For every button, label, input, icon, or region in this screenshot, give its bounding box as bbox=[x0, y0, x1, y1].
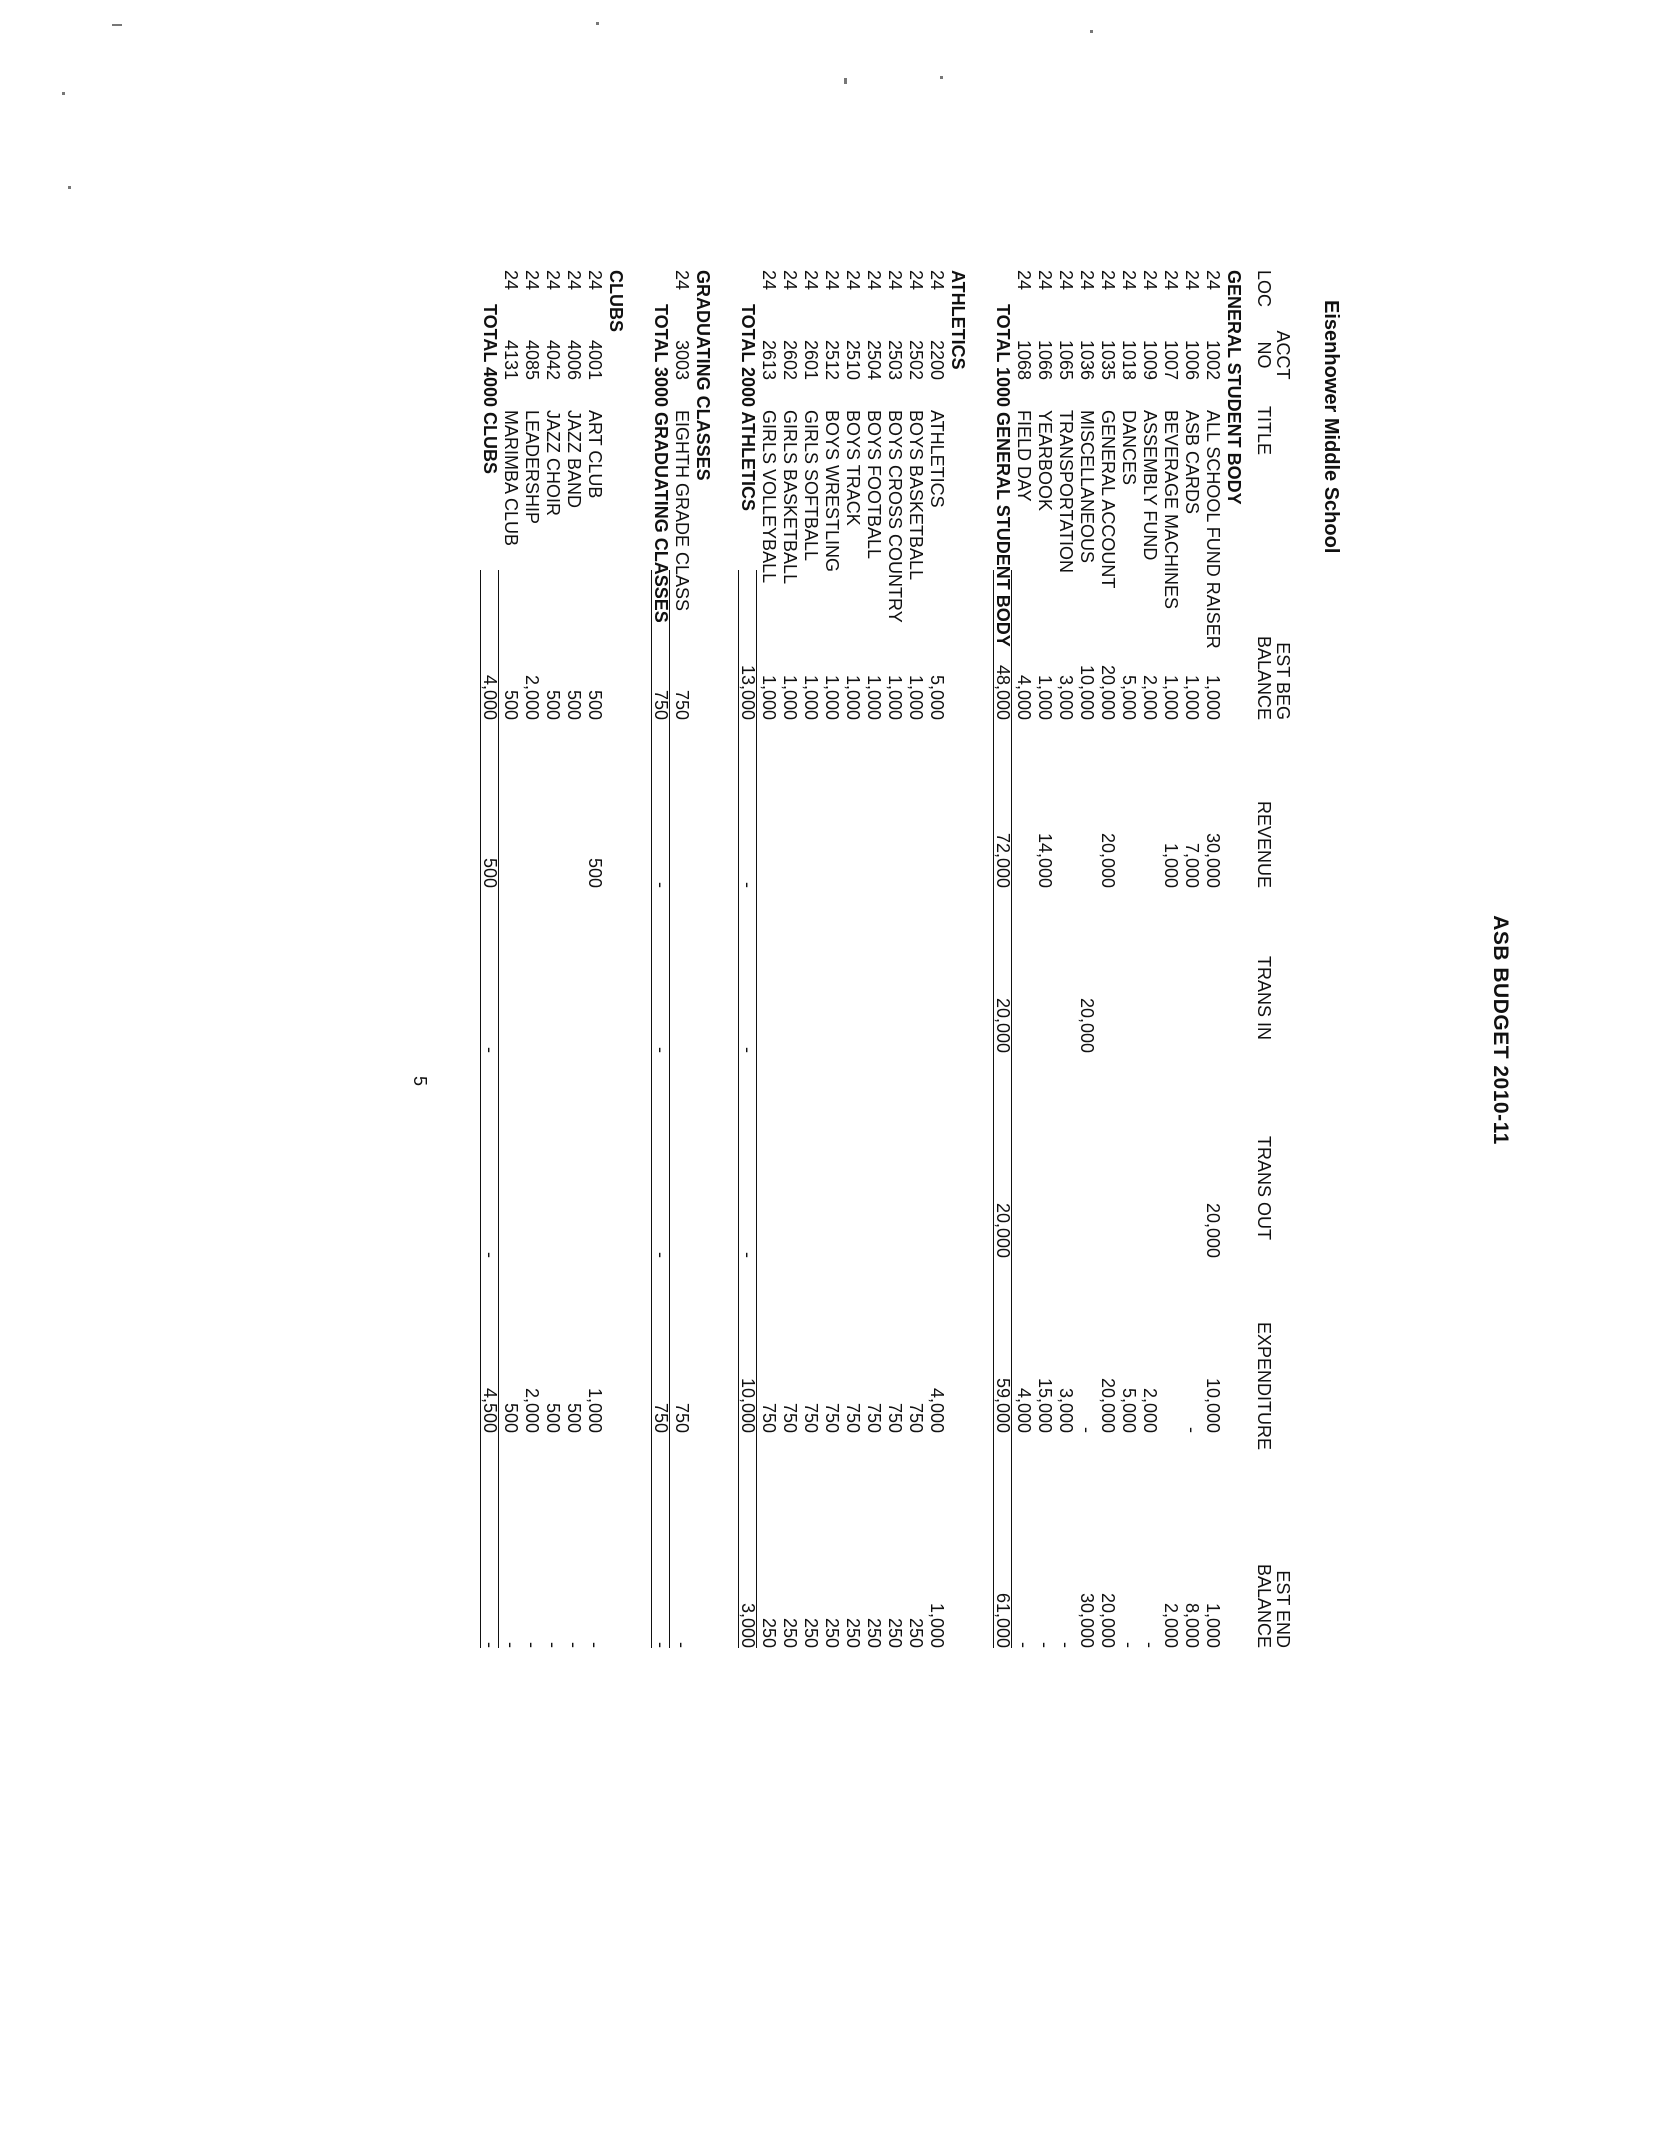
cell-end: 250 bbox=[759, 1617, 779, 1648]
cell-beg: 1,000 bbox=[801, 674, 821, 720]
total-tin: - bbox=[738, 888, 757, 1053]
col-header-revenue-label: REVENUE bbox=[1254, 800, 1274, 888]
col-header-end-line2: BALANCE bbox=[1254, 1563, 1274, 1648]
cell-end: 2,000 bbox=[1161, 1602, 1181, 1648]
cell-rev: 14,000 bbox=[1035, 832, 1055, 888]
table-row bbox=[584, 250, 605, 1810]
cell-exp: 10,000 bbox=[1203, 1377, 1223, 1433]
cell-exp: 4,000 bbox=[1014, 1387, 1034, 1433]
cell-end: - bbox=[522, 1642, 542, 1648]
cell-loc: 24 bbox=[501, 270, 521, 291]
cell-beg: 1,000 bbox=[759, 674, 779, 720]
cell-exp: 750 bbox=[885, 1402, 905, 1433]
cell-beg: 1,000 bbox=[1035, 674, 1055, 720]
cell-end: 8,000 bbox=[1182, 1602, 1202, 1648]
cell-exp: 2,000 bbox=[522, 1387, 542, 1433]
total-rev: 500 bbox=[480, 720, 499, 888]
cell-title: YEARBOOK bbox=[1035, 410, 1055, 512]
cell-acct-no: 4006 bbox=[564, 339, 584, 380]
cell-beg: 500 bbox=[543, 689, 563, 720]
cell-tout: 20,000 bbox=[1203, 1202, 1223, 1258]
section-header bbox=[1223, 250, 1244, 1810]
table-row bbox=[926, 250, 947, 1810]
cell-title: LEADERSHIP bbox=[522, 410, 542, 525]
total-tout: - bbox=[738, 1053, 757, 1258]
cell-beg: 750 bbox=[672, 689, 692, 720]
total-row bbox=[992, 250, 1013, 1810]
cell-loc: 24 bbox=[1182, 270, 1202, 291]
table-row bbox=[1013, 250, 1034, 1810]
cell-beg: 1,000 bbox=[1182, 674, 1202, 720]
cell-end: 250 bbox=[801, 1617, 821, 1648]
section-spacer bbox=[626, 250, 650, 1810]
cell-loc: 24 bbox=[672, 270, 692, 291]
budget-sheet bbox=[270, 250, 1520, 1810]
section-header bbox=[947, 250, 968, 1810]
cell-beg: 5,000 bbox=[927, 674, 947, 720]
total-tout: 20,000 bbox=[993, 1053, 1012, 1258]
total-rev: - bbox=[738, 720, 757, 888]
cell-exp: 750 bbox=[672, 1402, 692, 1433]
col-header-expenditure bbox=[1254, 1300, 1273, 1450]
cell-title: GIRLS VOLLEYBALL bbox=[759, 410, 779, 584]
cell-acct-no: 1065 bbox=[1056, 339, 1076, 380]
cell-acct-no: 2200 bbox=[927, 339, 947, 380]
table-row bbox=[800, 250, 821, 1810]
document-title: ASB BUDGET 2010-11 bbox=[1489, 915, 1512, 1145]
total-tout: - bbox=[651, 1053, 670, 1258]
total-rev: 72,000 bbox=[993, 720, 1012, 888]
cell-loc: 24 bbox=[822, 270, 842, 291]
col-header-trans-out bbox=[1254, 1090, 1273, 1240]
cell-beg: 2,000 bbox=[1140, 674, 1160, 720]
col-header-trans-in-label: TRANS IN bbox=[1254, 955, 1274, 1040]
scan-speck bbox=[844, 78, 847, 84]
cell-acct-no: 2613 bbox=[759, 339, 779, 380]
cell-title: JAZZ BAND bbox=[564, 410, 584, 509]
table-row bbox=[905, 250, 926, 1810]
cell-exp: 750 bbox=[780, 1402, 800, 1433]
total-exp: 59,000 bbox=[993, 1258, 1012, 1433]
col-header-beg-line1: EST BEG bbox=[1273, 642, 1293, 720]
cell-title: BOYS CROSS COUNTRY bbox=[885, 410, 905, 623]
total-end: 61,000 bbox=[993, 1433, 1012, 1648]
col-header-title bbox=[1254, 406, 1273, 455]
cell-title: ART CLUB bbox=[585, 410, 605, 499]
table-row bbox=[1139, 250, 1160, 1810]
cell-acct-no: 3003 bbox=[672, 339, 692, 380]
cell-exp: 500 bbox=[564, 1402, 584, 1433]
table-row bbox=[1055, 250, 1076, 1810]
cell-end: - bbox=[585, 1642, 605, 1648]
cell-acct-no: 2504 bbox=[864, 339, 884, 380]
cell-beg: 1,000 bbox=[885, 674, 905, 720]
col-header-revenue bbox=[1254, 738, 1273, 888]
total-exp: 4,500 bbox=[480, 1258, 499, 1433]
cell-title: DANCES bbox=[1119, 410, 1139, 486]
cell-beg: 1,000 bbox=[906, 674, 926, 720]
col-header-beg-line2: BALANCE bbox=[1254, 635, 1274, 720]
page-number: 5 bbox=[410, 1076, 430, 1087]
cell-title: ASB CARDS bbox=[1182, 410, 1202, 515]
cell-acct-no: 2503 bbox=[885, 339, 905, 380]
cell-title: BOYS BASKETBALL bbox=[906, 410, 926, 581]
col-header-acct-line1: ACCT bbox=[1273, 330, 1293, 380]
total-tin: - bbox=[480, 888, 499, 1053]
cell-rev: 1,000 bbox=[1161, 842, 1181, 888]
cell-exp: 1,000 bbox=[585, 1387, 605, 1433]
total-title: TOTAL 3000 GRADUATING CLASSES bbox=[651, 304, 671, 623]
cell-exp: 750 bbox=[906, 1402, 926, 1433]
cell-acct-no: 4085 bbox=[522, 339, 542, 380]
cell-beg: 1,000 bbox=[1161, 674, 1181, 720]
total-row bbox=[479, 250, 500, 1810]
cell-beg: 10,000 bbox=[1077, 664, 1097, 720]
section-title: CLUBS bbox=[606, 270, 626, 332]
cell-end: - bbox=[501, 1642, 521, 1648]
table-row bbox=[842, 250, 863, 1810]
cell-end: 20,000 bbox=[1098, 1592, 1118, 1648]
cell-end: - bbox=[1056, 1642, 1076, 1648]
cell-loc: 24 bbox=[759, 270, 779, 291]
cell-exp: - bbox=[1182, 1427, 1202, 1433]
scan-speck bbox=[596, 22, 599, 25]
cell-end: 250 bbox=[780, 1617, 800, 1648]
cell-beg: 500 bbox=[585, 689, 605, 720]
table-row bbox=[758, 250, 779, 1810]
cell-title: GIRLS SOFTBALL bbox=[801, 410, 821, 562]
cell-exp: 750 bbox=[864, 1402, 884, 1433]
col-header-acct bbox=[1254, 324, 1292, 386]
cell-loc: 24 bbox=[780, 270, 800, 291]
cell-title: GIRLS BASKETBALL bbox=[780, 410, 800, 585]
cell-loc: 24 bbox=[1077, 270, 1097, 291]
cell-loc: 24 bbox=[1056, 270, 1076, 291]
cell-beg: 5,000 bbox=[1119, 674, 1139, 720]
cell-title: BOYS TRACK bbox=[843, 410, 863, 526]
cell-end: 1,000 bbox=[927, 1602, 947, 1648]
cell-loc: 24 bbox=[1098, 270, 1118, 291]
cell-acct-no: 1068 bbox=[1014, 339, 1034, 380]
cell-loc: 24 bbox=[1014, 270, 1034, 291]
total-end: - bbox=[651, 1433, 670, 1648]
cell-end: - bbox=[672, 1642, 692, 1648]
cell-exp: 750 bbox=[822, 1402, 842, 1433]
cell-rev: 7,000 bbox=[1182, 842, 1202, 888]
cell-end: 250 bbox=[864, 1617, 884, 1648]
total-title: TOTAL 1000 GENERAL STUDENT BODY bbox=[993, 304, 1013, 647]
total-beg: 4,000 bbox=[480, 570, 499, 720]
cell-acct-no: 1009 bbox=[1140, 339, 1160, 380]
cell-beg: 4,000 bbox=[1014, 674, 1034, 720]
cell-beg: 500 bbox=[564, 689, 584, 720]
cell-exp: - bbox=[1077, 1427, 1097, 1433]
cell-acct-no: 1066 bbox=[1035, 339, 1055, 380]
scan-speck bbox=[940, 76, 943, 79]
cell-loc: 24 bbox=[801, 270, 821, 291]
total-tin: 20,000 bbox=[993, 888, 1012, 1053]
cell-loc: 24 bbox=[543, 270, 563, 291]
total-rev: - bbox=[651, 720, 670, 888]
col-header-loc bbox=[1254, 270, 1273, 307]
total-row bbox=[737, 250, 758, 1810]
section-header bbox=[605, 250, 626, 1810]
cell-exp: 750 bbox=[843, 1402, 863, 1433]
cell-acct-no: 1036 bbox=[1077, 339, 1097, 380]
table-row bbox=[1097, 250, 1118, 1810]
cell-acct-no: 1002 bbox=[1203, 339, 1223, 380]
cell-loc: 24 bbox=[1035, 270, 1055, 291]
table-row bbox=[1118, 250, 1139, 1810]
cell-loc: 24 bbox=[843, 270, 863, 291]
table-row bbox=[884, 250, 905, 1810]
cell-rev: 20,000 bbox=[1098, 832, 1118, 888]
cell-beg: 20,000 bbox=[1098, 664, 1118, 720]
cell-end: 30,000 bbox=[1077, 1592, 1097, 1648]
total-tout: - bbox=[480, 1053, 499, 1258]
total-title: TOTAL 2000 ATHLETICS bbox=[738, 304, 758, 512]
cell-exp: 20,000 bbox=[1098, 1377, 1118, 1433]
cell-exp: 500 bbox=[543, 1402, 563, 1433]
cell-end: 250 bbox=[885, 1617, 905, 1648]
total-end: - bbox=[480, 1433, 499, 1648]
cell-loc: 24 bbox=[885, 270, 905, 291]
scan-speck bbox=[68, 186, 71, 189]
cell-acct-no: 4042 bbox=[543, 339, 563, 380]
section-title: ATHLETICS bbox=[948, 270, 968, 370]
cell-beg: 500 bbox=[501, 689, 521, 720]
cell-acct-no: 1018 bbox=[1119, 339, 1139, 380]
cell-acct-no: 2502 bbox=[906, 339, 926, 380]
section-title: GENERAL STUDENT BODY bbox=[1224, 270, 1244, 505]
cell-end: - bbox=[543, 1642, 563, 1648]
col-header-acct-line2: NO bbox=[1254, 341, 1274, 369]
total-beg: 750 bbox=[651, 570, 670, 720]
cell-loc: 24 bbox=[864, 270, 884, 291]
cell-exp: 500 bbox=[501, 1402, 521, 1433]
cell-title: BOYS WRESTLING bbox=[822, 410, 842, 573]
scan-speck bbox=[62, 92, 65, 95]
scan-speck bbox=[1090, 30, 1093, 33]
cell-exp: 750 bbox=[759, 1402, 779, 1433]
total-exp: 10,000 bbox=[738, 1258, 757, 1433]
cell-loc: 24 bbox=[522, 270, 542, 291]
cell-tin: 20,000 bbox=[1077, 997, 1097, 1053]
table-row bbox=[500, 250, 521, 1810]
cell-beg: 1,000 bbox=[864, 674, 884, 720]
table-row bbox=[542, 250, 563, 1810]
cell-acct-no: 2601 bbox=[801, 339, 821, 380]
cell-end: - bbox=[1140, 1642, 1160, 1648]
section-spacer bbox=[713, 250, 737, 1810]
total-beg: 48,000 bbox=[993, 570, 1012, 720]
table-row bbox=[521, 250, 542, 1810]
cell-end: - bbox=[1035, 1642, 1055, 1648]
cell-title: MARIMBA CLUB bbox=[501, 410, 521, 547]
cell-title: JAZZ CHOIR bbox=[543, 410, 563, 516]
cell-beg: 3,000 bbox=[1056, 674, 1076, 720]
cell-acct-no: 1007 bbox=[1161, 339, 1181, 380]
cell-rev: 500 bbox=[585, 857, 605, 888]
cell-title: ALL SCHOOL FUND RAISER bbox=[1203, 410, 1223, 649]
cell-exp: 3,000 bbox=[1056, 1387, 1076, 1433]
cell-title: BEVERAGE MACHINES bbox=[1161, 410, 1181, 610]
cell-loc: 24 bbox=[1140, 270, 1160, 291]
cell-loc: 24 bbox=[1161, 270, 1181, 291]
cell-title: MISCELLANEOUS bbox=[1077, 410, 1097, 564]
section-header bbox=[692, 250, 713, 1810]
table-row bbox=[1034, 250, 1055, 1810]
cell-acct-no: 1006 bbox=[1182, 339, 1202, 380]
cell-beg: 1,000 bbox=[843, 674, 863, 720]
cell-loc: 24 bbox=[585, 270, 605, 291]
cell-title: TRANSPORTATION bbox=[1056, 410, 1076, 574]
cell-exp: 5,000 bbox=[1119, 1387, 1139, 1433]
cell-title: ASSEMBLY FUND bbox=[1140, 410, 1160, 561]
total-end: 3,000 bbox=[738, 1433, 757, 1648]
cell-acct-no: 4131 bbox=[501, 339, 521, 380]
total-title: TOTAL 4000 CLUBS bbox=[480, 304, 500, 475]
col-header-beg bbox=[1254, 570, 1292, 720]
cell-title: ATHLETICS bbox=[927, 410, 947, 508]
col-header-end-line1: EST END bbox=[1273, 1570, 1293, 1648]
cell-acct-no: 2510 bbox=[843, 339, 863, 380]
cell-rev: 30,000 bbox=[1203, 832, 1223, 888]
cell-acct-no: 4001 bbox=[585, 339, 605, 380]
cell-title: EIGHTH GRADE CLASS bbox=[672, 410, 692, 612]
table-row bbox=[563, 250, 584, 1810]
cell-beg: 1,000 bbox=[1203, 674, 1223, 720]
cell-end: 1,000 bbox=[1203, 1602, 1223, 1648]
cell-end: - bbox=[1119, 1642, 1139, 1648]
total-beg: 13,000 bbox=[738, 570, 757, 720]
col-header-expenditure-label: EXPENDITURE bbox=[1254, 1321, 1274, 1450]
table-row bbox=[1181, 250, 1202, 1810]
cell-title: BOYS FOOTBALL bbox=[864, 410, 884, 560]
cell-acct-no: 1035 bbox=[1098, 339, 1118, 380]
cell-title: GENERAL ACCOUNT bbox=[1098, 410, 1118, 589]
table-row bbox=[821, 250, 842, 1810]
cell-end: - bbox=[564, 1642, 584, 1648]
total-tin: - bbox=[651, 888, 670, 1053]
col-header-trans-in bbox=[1254, 890, 1273, 1040]
total-exp: 750 bbox=[651, 1258, 670, 1433]
col-header-end bbox=[1254, 1498, 1292, 1648]
table-row bbox=[671, 250, 692, 1810]
cell-exp: 15,000 bbox=[1035, 1377, 1055, 1433]
cell-acct-no: 2602 bbox=[780, 339, 800, 380]
col-header-trans-out-label: TRANS OUT bbox=[1254, 1135, 1274, 1240]
cell-exp: 2,000 bbox=[1140, 1387, 1160, 1433]
cell-beg: 2,000 bbox=[522, 674, 542, 720]
col-header-loc-label: LOC bbox=[1254, 270, 1274, 308]
table-row bbox=[1202, 250, 1223, 1810]
total-row bbox=[650, 250, 671, 1810]
cell-end: 250 bbox=[906, 1617, 926, 1648]
cell-end: 250 bbox=[822, 1617, 842, 1648]
cell-loc: 24 bbox=[906, 270, 926, 291]
section-title: GRADUATING CLASSES bbox=[693, 270, 713, 481]
cell-loc: 24 bbox=[564, 270, 584, 291]
cell-loc: 24 bbox=[1203, 270, 1223, 291]
cell-title: FIELD DAY bbox=[1014, 410, 1034, 502]
cell-loc: 24 bbox=[1119, 270, 1139, 291]
scan-speck bbox=[112, 24, 122, 26]
cell-acct-no: 2512 bbox=[822, 339, 842, 380]
cell-exp: 4,000 bbox=[927, 1387, 947, 1433]
table-row bbox=[779, 250, 800, 1810]
table-row bbox=[1160, 250, 1181, 1810]
school-name: Eisenhower Middle School bbox=[1320, 300, 1342, 554]
section-spacer bbox=[968, 250, 992, 1810]
col-header-title-label: TITLE bbox=[1254, 406, 1274, 456]
cell-beg: 1,000 bbox=[780, 674, 800, 720]
cell-exp: 750 bbox=[801, 1402, 821, 1433]
table-row bbox=[863, 250, 884, 1810]
cell-end: 250 bbox=[843, 1617, 863, 1648]
budget-table bbox=[479, 250, 1244, 1810]
cell-end: - bbox=[1014, 1642, 1034, 1648]
cell-beg: 1,000 bbox=[822, 674, 842, 720]
table-row bbox=[1076, 250, 1097, 1810]
cell-loc: 24 bbox=[927, 270, 947, 291]
